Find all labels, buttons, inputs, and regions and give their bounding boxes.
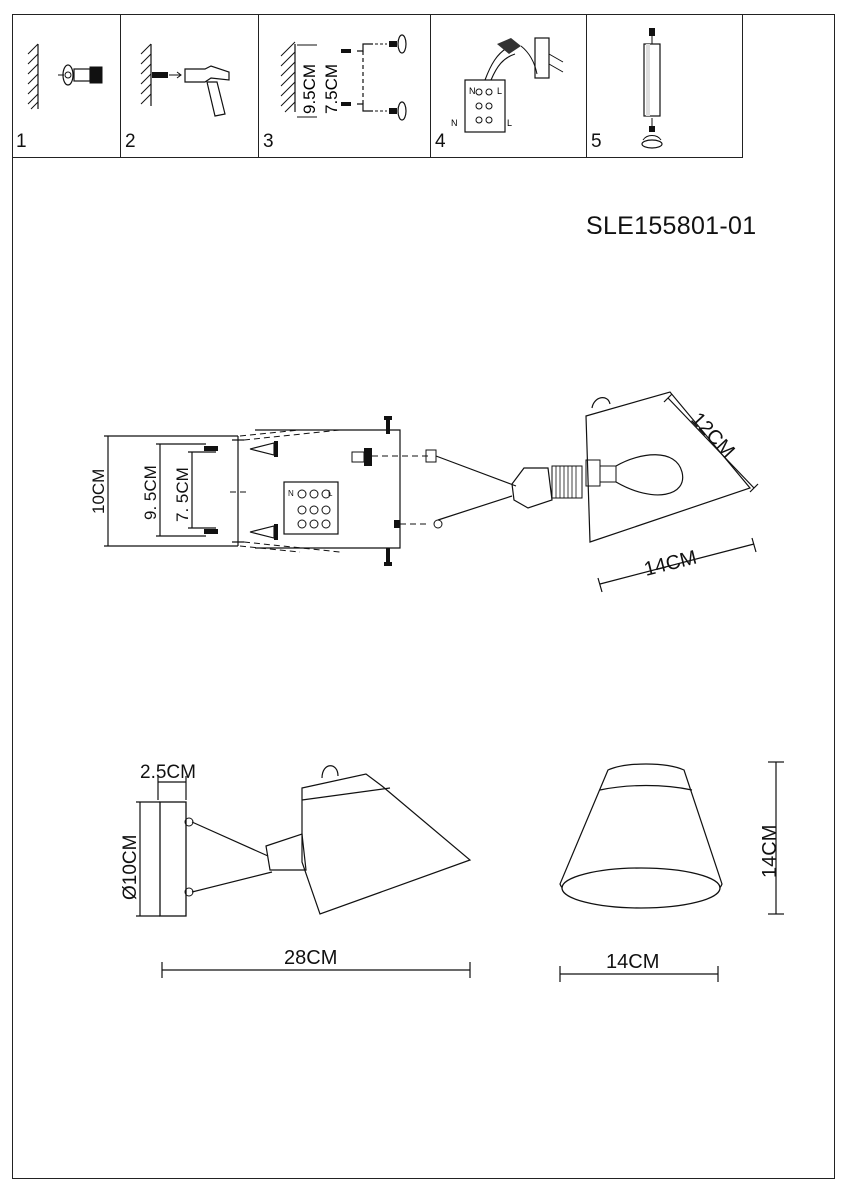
step-number: 4 <box>435 131 446 152</box>
step-number: 2 <box>125 131 136 152</box>
shade-length-label: 14CM <box>641 546 699 581</box>
mount-height-label: 10CM <box>89 468 108 514</box>
wall-base <box>160 802 186 916</box>
wire-n-label: N <box>451 118 458 128</box>
shade-height-label: 14CM <box>759 824 781 878</box>
terminal-block <box>284 482 338 534</box>
step-number: 3 <box>263 131 274 152</box>
screw-spacing-outer-label: 9. 5CM <box>141 465 160 520</box>
terminal-l-label: L <box>497 86 503 96</box>
lamp-shade-exploded <box>586 392 750 542</box>
total-length-label: 28CM <box>284 947 338 969</box>
base-depth-label: 2.5CM <box>140 762 196 783</box>
screw-spacing-outer-label: 9.5CM <box>300 63 319 114</box>
wall-anchors <box>204 441 278 540</box>
lamp-holder <box>512 468 552 508</box>
step-number: 5 <box>591 131 602 152</box>
shade-width-label: 14CM <box>606 951 660 973</box>
terminal-n-label: N <box>469 86 476 96</box>
screw-spacing-inner-label: 7. 5CM <box>173 467 192 522</box>
wire-l-label: L <box>507 118 513 128</box>
side-view <box>120 762 470 978</box>
screw-spacing-inner-label: 7.5CM <box>322 63 341 114</box>
lamp-holder <box>266 834 306 870</box>
terminal-n-label: N <box>288 489 294 498</box>
light-bulb <box>616 455 683 495</box>
step-number: 1 <box>16 131 27 152</box>
lamp-shade-side <box>302 774 470 914</box>
model-number: SLE155801-01 <box>586 212 757 240</box>
terminal-l-label: L <box>328 489 333 498</box>
shade-slant-label: 12CM <box>686 408 739 463</box>
exploded-view <box>89 392 758 592</box>
base-diameter-label: Ø10CM <box>120 834 141 900</box>
front-view <box>560 762 784 982</box>
